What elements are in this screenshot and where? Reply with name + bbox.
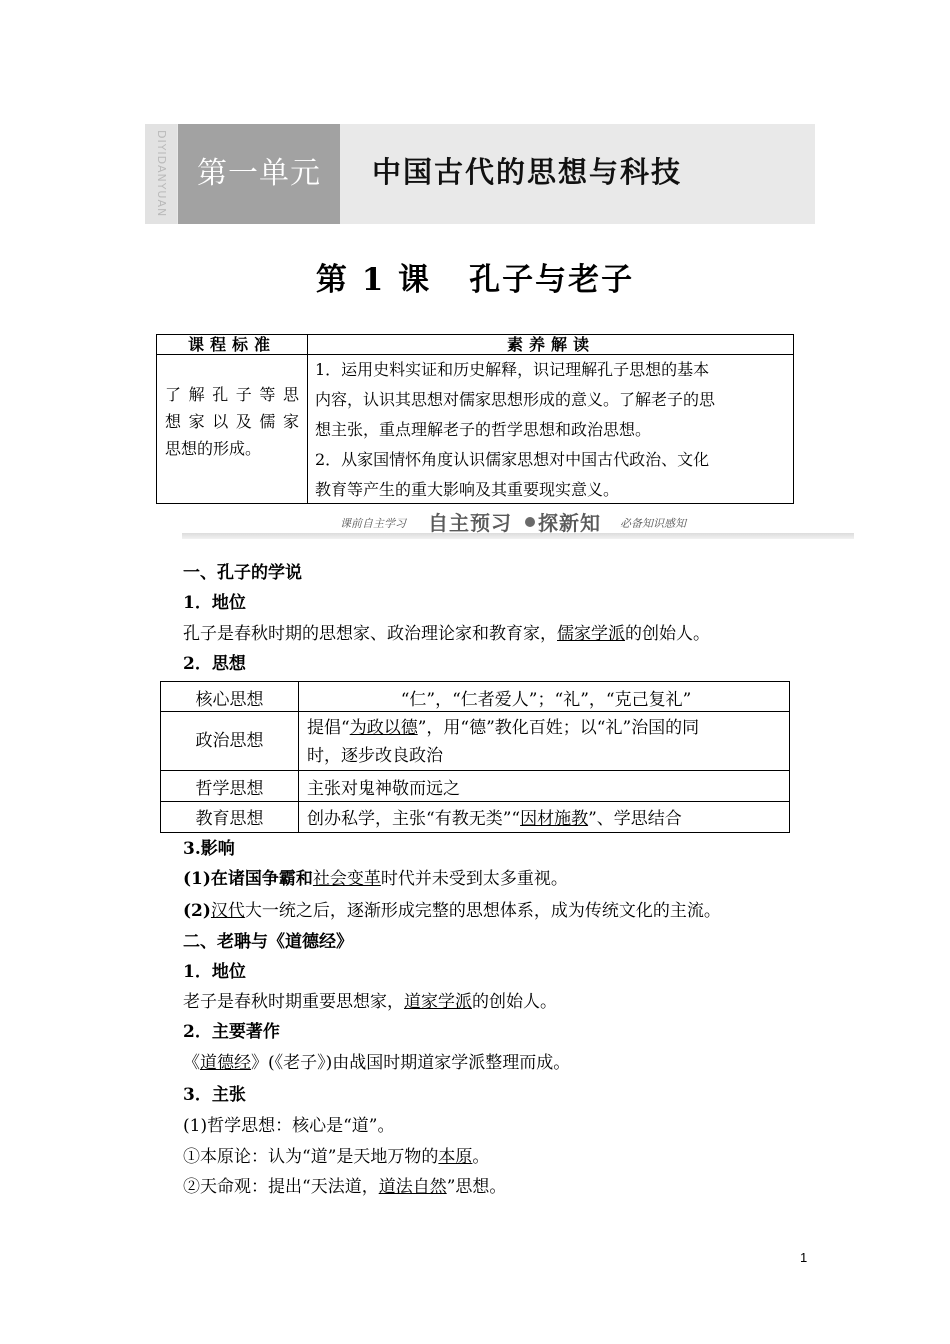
standards-line: 想家以及儒家: [165, 412, 299, 431]
text-span: ①本原论：认为“道”是天地万物的: [183, 1147, 439, 1167]
page-number: 1: [800, 1250, 808, 1265]
part1-s1-text: [183, 619, 710, 644]
table-row-value: [307, 714, 785, 770]
part2-s3-heading: 3．主张: [183, 1085, 246, 1105]
part2-s1-heading: 1．地位: [183, 962, 246, 982]
text-span: 《: [183, 1053, 200, 1073]
text-span: 的创始人。: [625, 624, 710, 644]
literacy-line: 1．运用史料实证和历史解释，识记理解孔子思想的基本: [315, 360, 710, 379]
part2-s1-text: [183, 987, 557, 1012]
section-subtitle-right: 必备知识感知: [620, 517, 686, 530]
section-banner: [182, 507, 854, 539]
underlined-term: 道德经: [200, 1053, 251, 1073]
text-span: (2): [183, 901, 211, 921]
part1-heading: 一、孔子的学说: [183, 563, 302, 583]
part2-s3-item1: [183, 1111, 394, 1136]
unit-side-strip: [145, 124, 177, 224]
underlined-term: 本原: [438, 1147, 473, 1167]
text-span: 时，逐步改良政治: [307, 746, 443, 766]
part1-s3-item1: [183, 864, 568, 889]
standards-header: 课程标准: [187, 335, 276, 354]
standards-table: [156, 334, 794, 504]
text-span: ”，用“德”教化百姓；以“礼”治国的同: [417, 718, 700, 738]
section-title-a: 自主预习: [428, 511, 512, 535]
text-span: ”、学思结合: [588, 809, 682, 829]
part2-s2-text: [183, 1048, 570, 1073]
part2-s3-item2: [183, 1142, 489, 1167]
literacy-line: 内容，认识其思想对儒家思想形成的意义。了解老子的思: [315, 390, 716, 409]
text-span: 。: [472, 1147, 490, 1167]
text-span: 提倡“: [307, 718, 350, 738]
literacy-cell: [315, 355, 787, 505]
section-banner-bar: [182, 533, 854, 539]
underlined-term: 道家学派: [404, 992, 472, 1012]
text-span: (1)哲学思想：核心是“道”。: [183, 1116, 395, 1136]
text-span: 的创始人。: [472, 992, 557, 1012]
lesson-title: [0, 254, 950, 299]
part1-s2-heading: 2．思想: [183, 654, 246, 674]
part1-s1-heading: 1．地位: [183, 593, 246, 613]
underlined-term: 社会变革: [312, 869, 381, 889]
section-dot-icon: [525, 517, 535, 527]
text-span: ”思想。: [446, 1177, 507, 1197]
text-span: ②天命观：提出“天法道，: [183, 1177, 379, 1197]
unit-title: 中国古代的思想与科技: [372, 155, 683, 189]
underlined-term: 为政以德: [349, 718, 418, 738]
literacy-line: 教育等产生的重大影响及其重要现实意义。: [315, 480, 620, 499]
table-row-value: “仁”，“仁者爱人”；“礼”，“克己复礼”: [400, 690, 692, 710]
table-row-value: [307, 804, 785, 829]
table-row-value: 主张对鬼神敬而远之: [307, 779, 460, 799]
text-span: 》(《老子》)由战国时期道家学派整理而成。: [251, 1053, 571, 1073]
standards-cell: [165, 381, 299, 462]
underlined-term: 因材施教: [520, 809, 589, 829]
text-span: 时代并未受到太多重视。: [380, 869, 568, 889]
text-span: (1)在诸国争霸和: [183, 869, 313, 889]
table-row-key: 政治思想: [195, 731, 264, 751]
literacy-header: 素养解读: [506, 335, 595, 354]
table-row-key: 教育思想: [195, 809, 264, 829]
part2-s2-heading: 2．主要著作: [183, 1022, 280, 1042]
standards-line: 思想的形成。: [165, 439, 262, 458]
text-span: 大一统之后，逐渐形成完整的思想体系，成为传统文化的主流。: [244, 901, 721, 921]
table-row-key: 核心思想: [195, 690, 264, 710]
part2-s3-item3: [183, 1172, 506, 1197]
text-span: 老子是春秋时期重要思想家，: [183, 992, 404, 1012]
literacy-line: 想主张，重点理解老子的哲学思想和政治思想。: [315, 420, 652, 439]
lesson-number: 第 1 课: [315, 262, 432, 298]
underlined-term: 道法自然: [378, 1177, 447, 1197]
text-span: 创办私学，主张“有教无类”“: [307, 809, 521, 829]
unit-label-box: [178, 124, 340, 224]
standards-line: 了解孔子等思: [165, 385, 299, 404]
text-span: 孔子是春秋时期的思想家、政治理论家和教育家，: [183, 624, 557, 644]
section-subtitle-left: 课前自主学习: [340, 517, 406, 530]
part2-heading: 二、老聃与《道德经》: [183, 932, 353, 952]
thought-table: [160, 681, 790, 833]
unit-label: 第一单元: [197, 156, 321, 191]
literacy-line: 2．从家国情怀角度认识儒家思想对中国古代政治、文化: [315, 450, 710, 469]
underlined-term: 汉代: [210, 901, 245, 921]
table-row-key: 哲学思想: [195, 779, 264, 799]
section-title-b: 探新知: [538, 511, 601, 535]
part1-s3-item2: [183, 896, 721, 921]
unit-side-text: DIYIDANYUAN: [155, 130, 168, 218]
part1-s3-heading: 3.影响: [183, 839, 235, 859]
lesson-name: 孔子与老子: [469, 262, 635, 298]
underlined-term: 儒家学派: [557, 624, 625, 644]
